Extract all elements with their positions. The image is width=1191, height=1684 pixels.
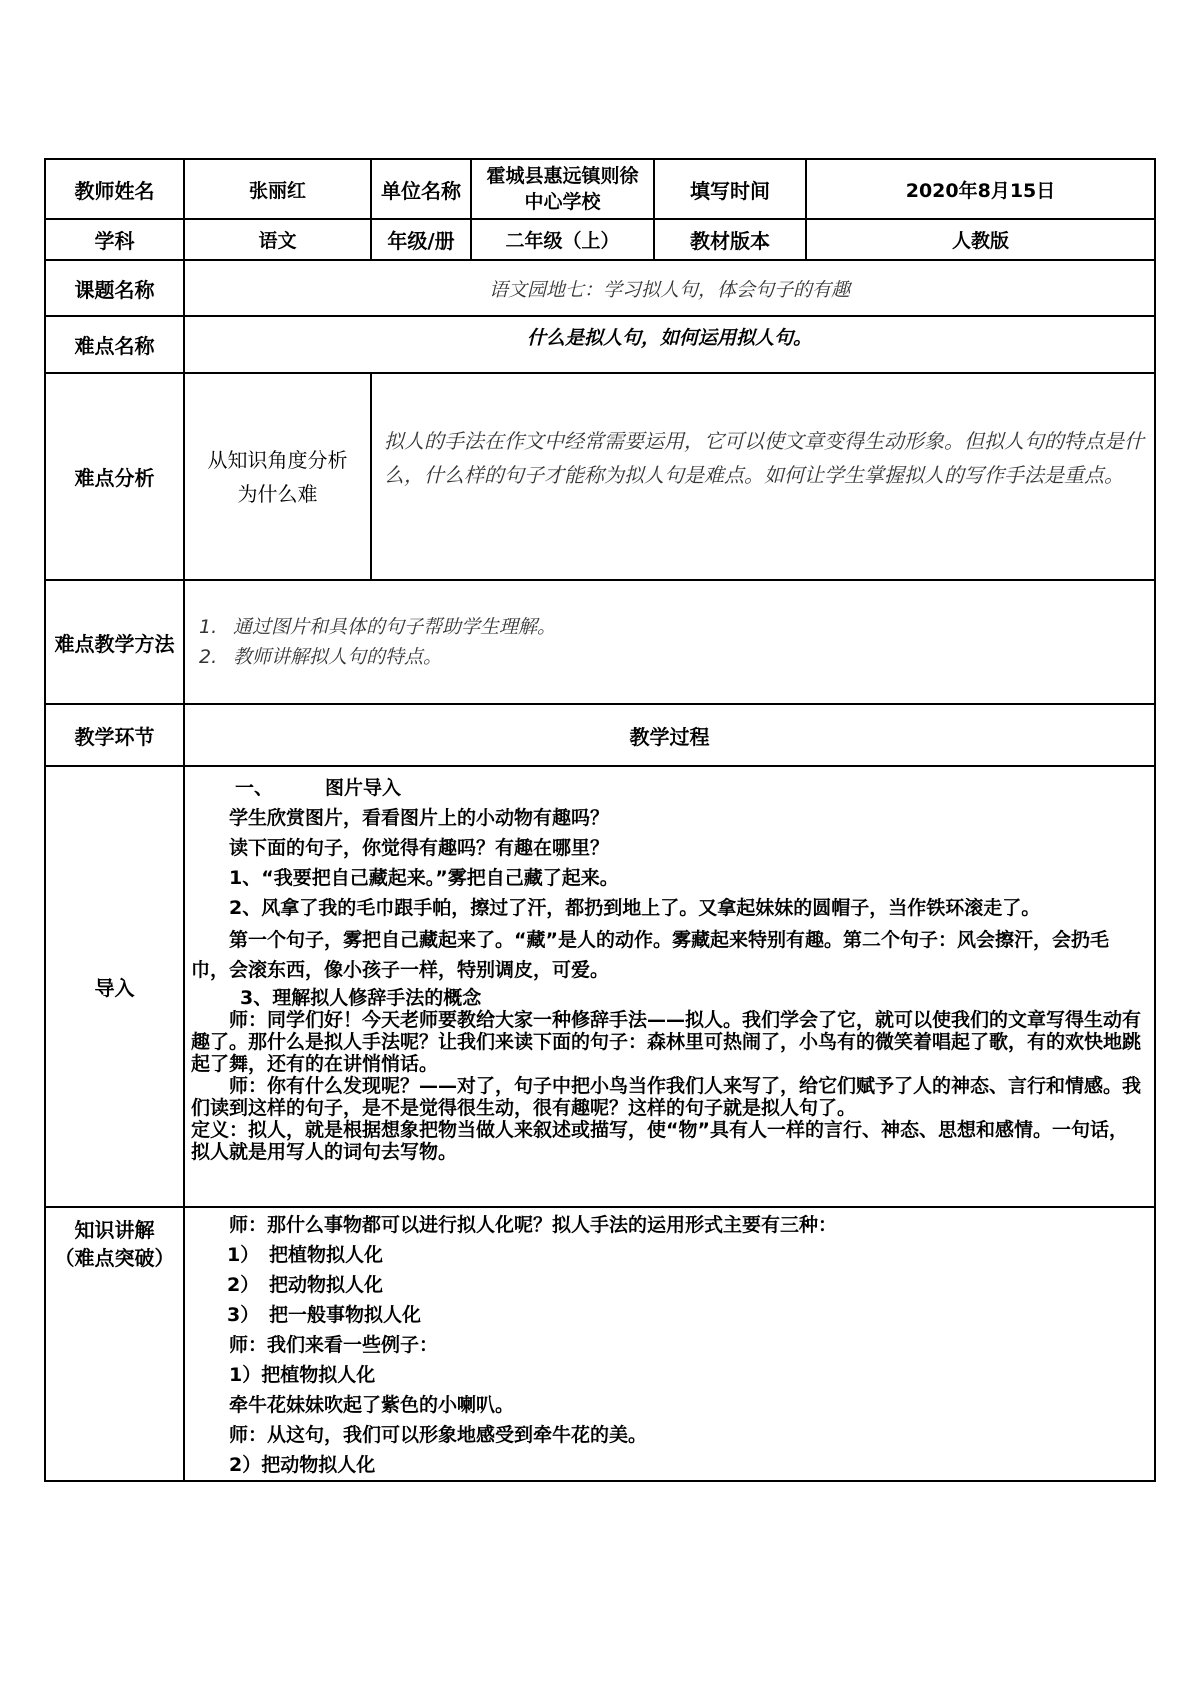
knowledge-list-text: 把一般事物拟人化	[269, 1304, 422, 1326]
knowledge-list-item	[185, 1240, 1154, 1270]
knowledge-label-line: （难点突破）	[54, 1246, 175, 1270]
grade-value: 二年级（上）	[471, 219, 654, 260]
stage-header-label: 教学环节	[45, 704, 184, 766]
intro-example-2: 2、风拿了我的毛巾跟手帕，擦过了汗，都扔到地上了。又拿起妹妹的圆帽子，当作铁环滚走了。	[229, 897, 1041, 919]
difficulty-value: 什么是拟人句，如何运用拟人句。	[184, 316, 1155, 373]
analysis-text-cell	[371, 373, 1155, 580]
teacher-name-label: 教师姓名	[45, 159, 184, 219]
unit-name-label: 单位名称	[371, 159, 471, 219]
method-label: 难点教学方法	[45, 580, 184, 704]
knowledge-subheading: 2）把动物拟人化	[229, 1454, 376, 1476]
intro-teacher-speech: 师：同学们好！今天老师要教给大家一种修辞手法——拟人。我们学会了它，就可以使我们的文章写得生动有趣了。那什么是拟人手法呢？让我们来读下面的句子：森林里可热闹了，小鸟有的微笑着唱起了歌，有的欢快地跳起了舞，还有的在讲悄悄话。	[191, 1009, 1142, 1075]
process-header-row	[45, 704, 1155, 766]
intro-heading-text: 图片导入	[325, 777, 402, 799]
method-item	[185, 612, 1154, 642]
teacher-name-value: 张丽红	[184, 159, 371, 219]
teacher-info-row	[45, 159, 1155, 219]
knowledge-example: 牵牛花妹妹吹起了紫色的小喇叭。	[229, 1394, 515, 1416]
intro-analysis: 第一个句子，雾把自己藏起来了。“藏”是人的动作。雾藏起来特别有趣。第二个句子：风会擦汗，会扔毛巾，会滚东西，像小孩子一样，特别调皮，可爱。	[191, 929, 1109, 981]
intro-example-1: 1、“我要把自己藏起来。”雾把自己藏了起来。	[229, 867, 619, 889]
knowledge-content	[184, 1207, 1155, 1481]
analysis-text: 拟人的手法在作文中经常需要运用，它可以使文章变得生动形象。但拟人句的特点是什么，什么样的句子才能称为拟人句是难点。如何让学生掌握拟人的写作手法是重点。	[384, 429, 1144, 487]
analysis-sub-label: 从知识角度分析为什么难	[184, 373, 371, 580]
knowledge-list-number: 2）	[227, 1274, 260, 1296]
fill-date-value: 2020年8月15日	[806, 159, 1155, 219]
subject-info-row	[45, 219, 1155, 260]
knowledge-subheading: 1）把植物拟人化	[229, 1364, 376, 1386]
method-item-text: 通过图片和具体的句子帮助学生理解。	[233, 616, 557, 638]
lesson-plan-table	[44, 158, 1156, 1482]
knowledge-list-number: 3）	[227, 1304, 260, 1326]
intro-label: 导入	[45, 766, 184, 1207]
intro-paragraph: 学生欣赏图片，看看图片上的小动物有趣吗？	[229, 807, 610, 829]
intro-paragraph: 读下面的句子，你觉得有趣吗？有趣在哪里？	[229, 837, 610, 859]
knowledge-paragraph: 师：从这句，我们可以形象地感受到牵牛花的美。	[229, 1424, 648, 1446]
subject-value: 语文	[184, 219, 371, 260]
intro-concept-heading: 3、理解拟人修辞手法的概念	[240, 987, 482, 1009]
topic-label: 课题名称	[45, 260, 184, 316]
lesson-plan-document	[44, 158, 1154, 1482]
knowledge-list-item	[185, 1270, 1154, 1300]
method-item-text: 教师讲解拟人句的特点。	[233, 646, 443, 668]
method-item-number: 2.	[199, 646, 218, 668]
grade-label: 年级/册	[371, 219, 471, 260]
topic-value: 语文园地七：学习拟人句，体会句子的有趣	[184, 260, 1155, 316]
topic-row	[45, 260, 1155, 316]
difficulty-label: 难点名称	[45, 316, 184, 373]
knowledge-list-text: 把动物拟人化	[269, 1274, 384, 1296]
subject-label: 学科	[45, 219, 184, 260]
analysis-label: 难点分析	[45, 373, 184, 580]
knowledge-paragraph: 师：那什么事物都可以进行拟人化呢？拟人手法的运用形式主要有三种：	[229, 1214, 838, 1236]
intro-definition: 定义：拟人，就是根据想象把物当做人来叙述或描写，使“物”具有人一样的言行、神态、思想和感情。一句话，拟人就是用写人的词句去写物。	[191, 1119, 1128, 1163]
knowledge-list-text: 把植物拟人化	[269, 1244, 384, 1266]
difficulty-row	[45, 316, 1155, 373]
method-item-number: 1.	[199, 616, 218, 638]
knowledge-label	[45, 1207, 184, 1481]
intro-heading-number: 一、	[235, 777, 274, 799]
method-list	[184, 580, 1155, 704]
knowledge-paragraph: 师：我们来看一些例子：	[229, 1334, 439, 1356]
knowledge-list-item	[185, 1300, 1154, 1330]
intro-content	[184, 766, 1155, 1207]
knowledge-list-number: 1）	[227, 1244, 260, 1266]
intro-teacher-speech: 师：你有什么发现呢？——对了，句子中把小鸟当作我们人来写了，给它们赋予了人的神态、言行和情感。我们读到这样的句子，是不是觉得很生动，很有趣呢？这样的句子就是拟人句了。	[191, 1075, 1142, 1119]
intro-row	[45, 766, 1155, 1207]
method-item	[185, 642, 1154, 672]
edition-label: 教材版本	[654, 219, 806, 260]
unit-name-value: 霍城县惠远镇则徐中心学校	[471, 159, 654, 219]
knowledge-row	[45, 1207, 1155, 1481]
process-header-label: 教学过程	[184, 704, 1155, 766]
intro-heading	[185, 773, 1154, 803]
edition-value: 人教版	[806, 219, 1155, 260]
fill-date-label: 填写时间	[654, 159, 806, 219]
analysis-row	[45, 373, 1155, 580]
method-row	[45, 580, 1155, 704]
knowledge-label-line: 知识讲解	[74, 1218, 155, 1242]
